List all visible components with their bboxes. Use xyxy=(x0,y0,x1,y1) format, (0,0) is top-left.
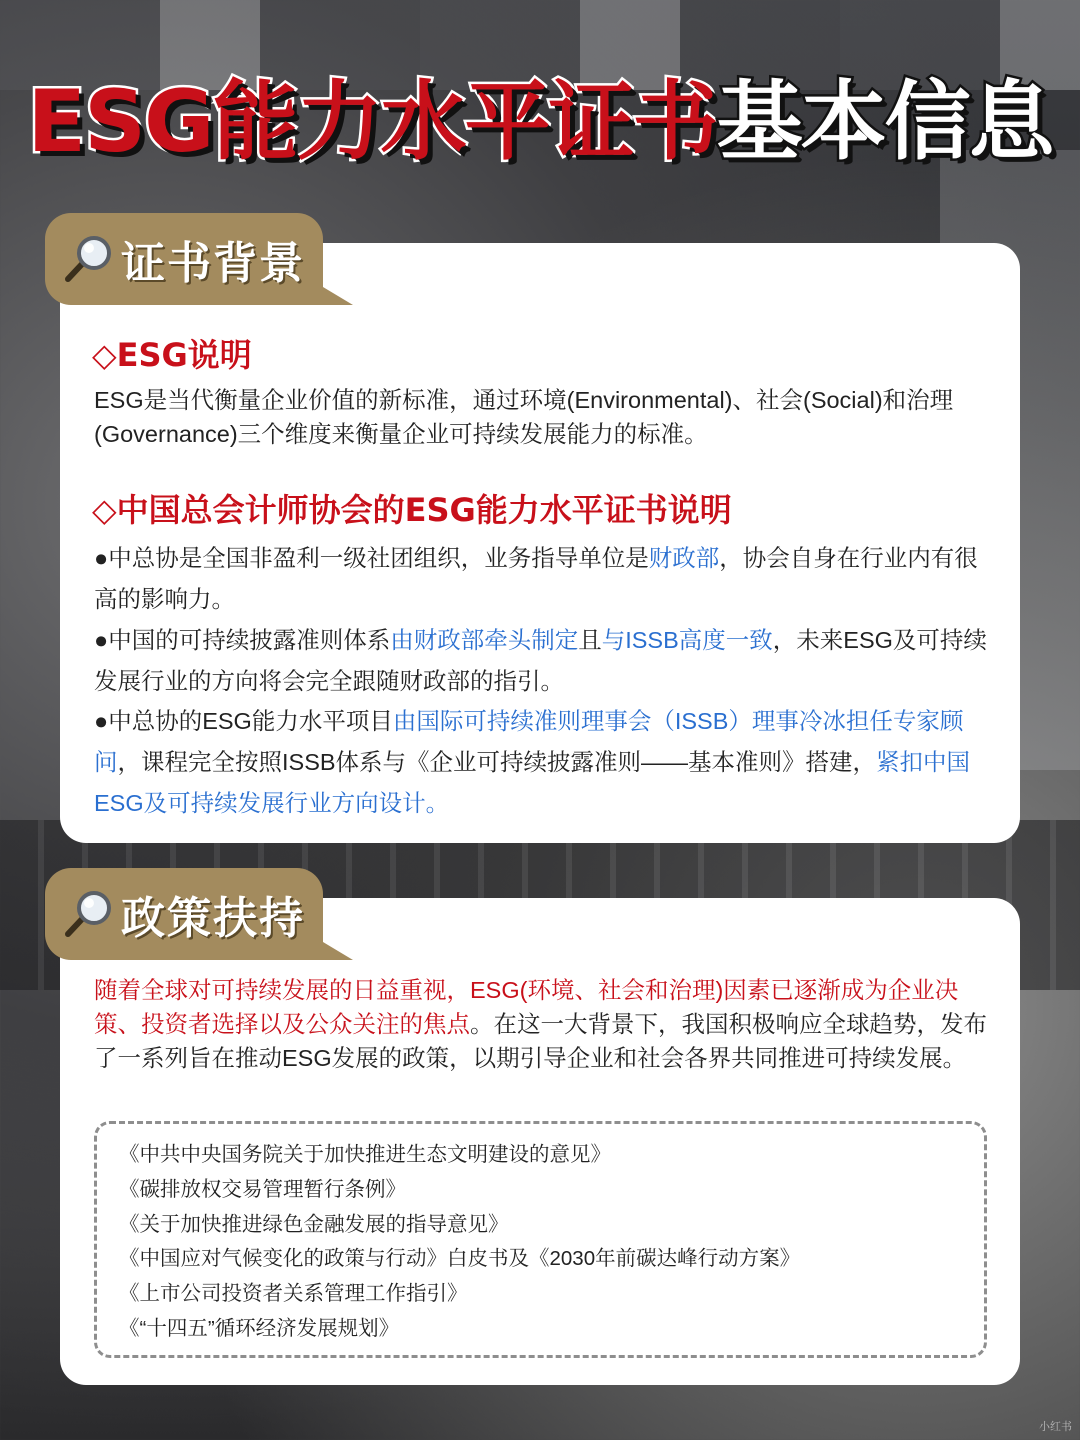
policy-item: 《上市公司投资者关系管理工作指引》 xyxy=(119,1282,468,1306)
bullet-item xyxy=(94,538,989,620)
policy-item: 《关于加快推进绿色金融发展的指导意见》 xyxy=(119,1212,509,1236)
policy-intro-highlight: 随着全球对可持续发展的日益重视，ESG(环境、社会和治理)因素已逐渐成为企业决策、投资者选择以及公众关注的焦点 xyxy=(94,977,959,1037)
bullet-highlight: 紧扣中国ESG及可持续发展行业方向设计。 xyxy=(94,749,971,816)
bullet-text: ，课程完全按照ISSB体系与《企业可持续披露准则——基本准则》搭建， xyxy=(117,749,877,775)
bullet-text: ，协会自身在行业内有很高的影响力。 xyxy=(94,545,978,612)
watermark: 小红书 xyxy=(1039,1420,1072,1433)
policy-intro-text: 。在这一大背景下，我国积极响应全球趋势，发布了一系列旨在推动ESG发展的政策，以期引导企业和社会各界共同推进可持续发展。 xyxy=(94,1011,987,1071)
bullet-highlight: 由财政部牵头制定 xyxy=(390,627,579,653)
section-tab-policy-support xyxy=(45,868,323,960)
esg-description: ESG是当代衡量企业价值的新标准，通过环境(Environmental)、社会(Social)和治理(Governance)三个维度来衡量企业可持续发展能力的标准。 xyxy=(94,387,954,447)
title-red-part: ESG能力水平证书 xyxy=(27,72,717,172)
policy-item: 《中共中央国务院关于加快推进生态文明建设的意见》 xyxy=(119,1143,611,1166)
bullet-highlight: 由国际可持续准则理事会（ISSB）理事冷冰担任专家顾问 xyxy=(94,708,964,775)
page-title xyxy=(0,72,1080,172)
policy-item: 《碳排放权交易管理暂行条例》 xyxy=(119,1177,406,1201)
title-white-part: 基本信息 xyxy=(716,72,1053,172)
magnifier-icon xyxy=(63,233,115,285)
tab-label: 证书背景 xyxy=(121,238,305,289)
bullet-item xyxy=(94,701,989,824)
policy-item: 《中国应对气候变化的政策与行动》白皮书及《2030年前碳达峰行动方案》 xyxy=(119,1247,801,1271)
esg-heading: ◇ESG说明 xyxy=(92,336,252,374)
tab-label: 政策扶持 xyxy=(121,893,305,944)
cicpa-heading: ◇中国总会计师协会的ESG能力水平证书说明 xyxy=(92,491,732,529)
bullet-item xyxy=(94,620,989,702)
bullet-text: 且 xyxy=(578,627,602,653)
section-tab-certificate-background xyxy=(45,213,323,305)
bullet-text: ●中国的可持续披露准则体系 xyxy=(94,627,391,653)
bullet-text: ●中总协的ESG能力水平项目 xyxy=(94,708,393,734)
policy-intro xyxy=(94,973,989,1075)
policy-list xyxy=(94,1121,987,1358)
bullet-highlight: 财政部 xyxy=(648,545,720,571)
bullet-highlight: 与ISSB高度一致 xyxy=(601,627,773,653)
policy-item: 《“十四五”循环经济发展规划》 xyxy=(119,1316,400,1340)
magnifier-icon xyxy=(63,888,115,940)
bullet-text: ●中总协是全国非盈利一级社团组织，业务指导单位是 xyxy=(94,545,649,571)
bullet-text: ，未来ESG及可持续发展行业的方向将会完全跟随财政部的指引。 xyxy=(94,627,987,694)
